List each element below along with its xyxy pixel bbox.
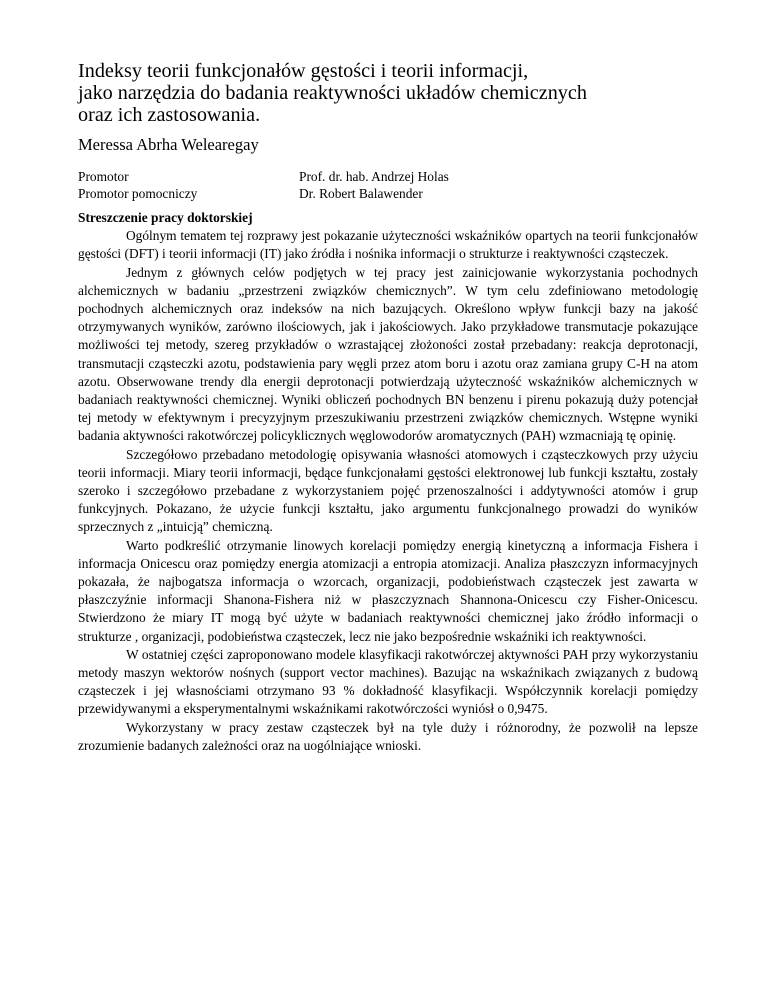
- title-line: oraz ich zastosowania.: [78, 104, 261, 126]
- author-name: Meressa Abrha Welearegay: [78, 135, 259, 154]
- title-line: Indeksy teorii funkcjonałów gęstości i teorii informacji,: [78, 60, 529, 82]
- abstract-section: [78, 209, 698, 755]
- document-title: [78, 60, 698, 126]
- abstract-paragraph: W ostatniej części zaproponowano modele klasyfikacji rakotwórczej aktywności PAH przy wykorzystaniu metody maszyn wektorów nośnych (support vector machines). Bazując na wskaźnikach związanych z budową cząsteczek i jej własnościami otrzymano 93 % dokładność klasyfikacji. Współczynnik korelacji pomiędzy przewidywanymi a eksperymentalnymi wskaźnikami rakotwórczości wyniósł o 0,9475.: [78, 646, 698, 717]
- supervisor-name: Prof. dr. hab. Andrzej Holas: [299, 169, 449, 184]
- supervisor-name: Dr. Robert Balawender: [299, 186, 423, 201]
- supervisor-roles: [78, 168, 197, 202]
- abstract-paragraph: Warto podkreślić otrzymanie linowych korelacji pomiędzy energią kinetyczną a informacja Fishera i informacja Onicescu oraz pomiędzy energia atomizacji a entropia atomizacji. Analiza płaszczyzn informacyjnych pokazała, że najbogatsza informacja o wzorcach, organizacji, podobieństwach cząsteczek jest zawarta w płaszczyźnie informacji Shanona-Fishera niż w płaszczyznach Shannona-Onicescu czy Fisher-Onicescu. Stwierdzono że miary IT mogą być użyte w badaniach reaktywności chemicznej jako źródło informacji o strukturze , organizacji, podobieństwa cząsteczek, lecz nie jako bezpośrednie wskaźniki ich reaktywności.: [78, 537, 698, 644]
- title-line: jako narzędzia do badania reaktywności układów chemicznych: [78, 82, 587, 104]
- supervisor-role: Promotor: [78, 169, 129, 184]
- supervisor-names: [299, 168, 449, 202]
- abstract-paragraph: Wykorzystany w pracy zestaw cząsteczek był na tyle duży i różnorodny, że pozwolił na lepsze zrozumienie badanych zależności oraz na uogólniające wnioski.: [78, 719, 698, 753]
- abstract-heading: Streszczenie pracy doktorskiej: [78, 210, 253, 225]
- abstract-paragraph: Ogólnym tematem tej rozprawy jest pokazanie użyteczności wskaźników opartych na teorii funkcjonałów gęstości (DFT) i teorii informacji (IT) jako źródła i nośnika informacji o strukturze i reaktywności cząsteczek.: [78, 228, 698, 262]
- abstract-paragraph: Jednym z głównych celów podjętych w tej pracy jest zainicjowanie wykorzystania pochodnych alchemicznych w badaniu „przestrzeni związków chemicznych”. W tym celu zdefiniowano metodologię pochodnych alchemicznych oraz indeksów na nich bazujących. Określono wpływ funkcji bazy na jakość otrzymywanych wyników, zarówno ilościowych, jak i jakościowych. Jako przykładowe transmutacje pokazujące możliwości tej metody, szereg przykładów o wzrastającej złożoności został przebadany: reakcja deprotonacji, transmutacji cząsteczki azotu, podstawienia pary węgli przez atom boru i azotu oraz zamiana grupy C-H na atom azotu. Obserwowane trendy dla energii deprotonacji potwierdzają użyteczność wskaźników alchemicznych w badaniach reaktywności chemicznej. Wyniki obliczeń pochodnych BN benzenu i pirenu pokazują duży potencjał tej metody w efektywnym i precyzyjnym przeszukiwaniu przestrzeni związków chemicznych. Wstępne wyniki badania aktywności rakotwórczej policyklicznych węglowodorów aromatycznych (PAH) wzmacniają tę opinię.: [78, 264, 698, 444]
- supervisor-role: Promotor pomocniczy: [78, 186, 198, 201]
- abstract-paragraph: Szczegółowo przebadano metodologię opisywania własności atomowych i cząsteczkowych przy użyciu teorii informacji. Miary teorii informacji, będące funkcjonałami gęstości elektronowej lub funkcji kształtu, zostały szeroko i szczegółowo przebadane z wykorzystaniem pojęć przenoszalności i addytywności atomów i grup funkcyjnych. Pokazano, że użycie funkcji kształtu, jako argumentu funkcjonalnego prowadzi do wyników sprzecznych z „intuicją” chemiczną.: [78, 446, 698, 535]
